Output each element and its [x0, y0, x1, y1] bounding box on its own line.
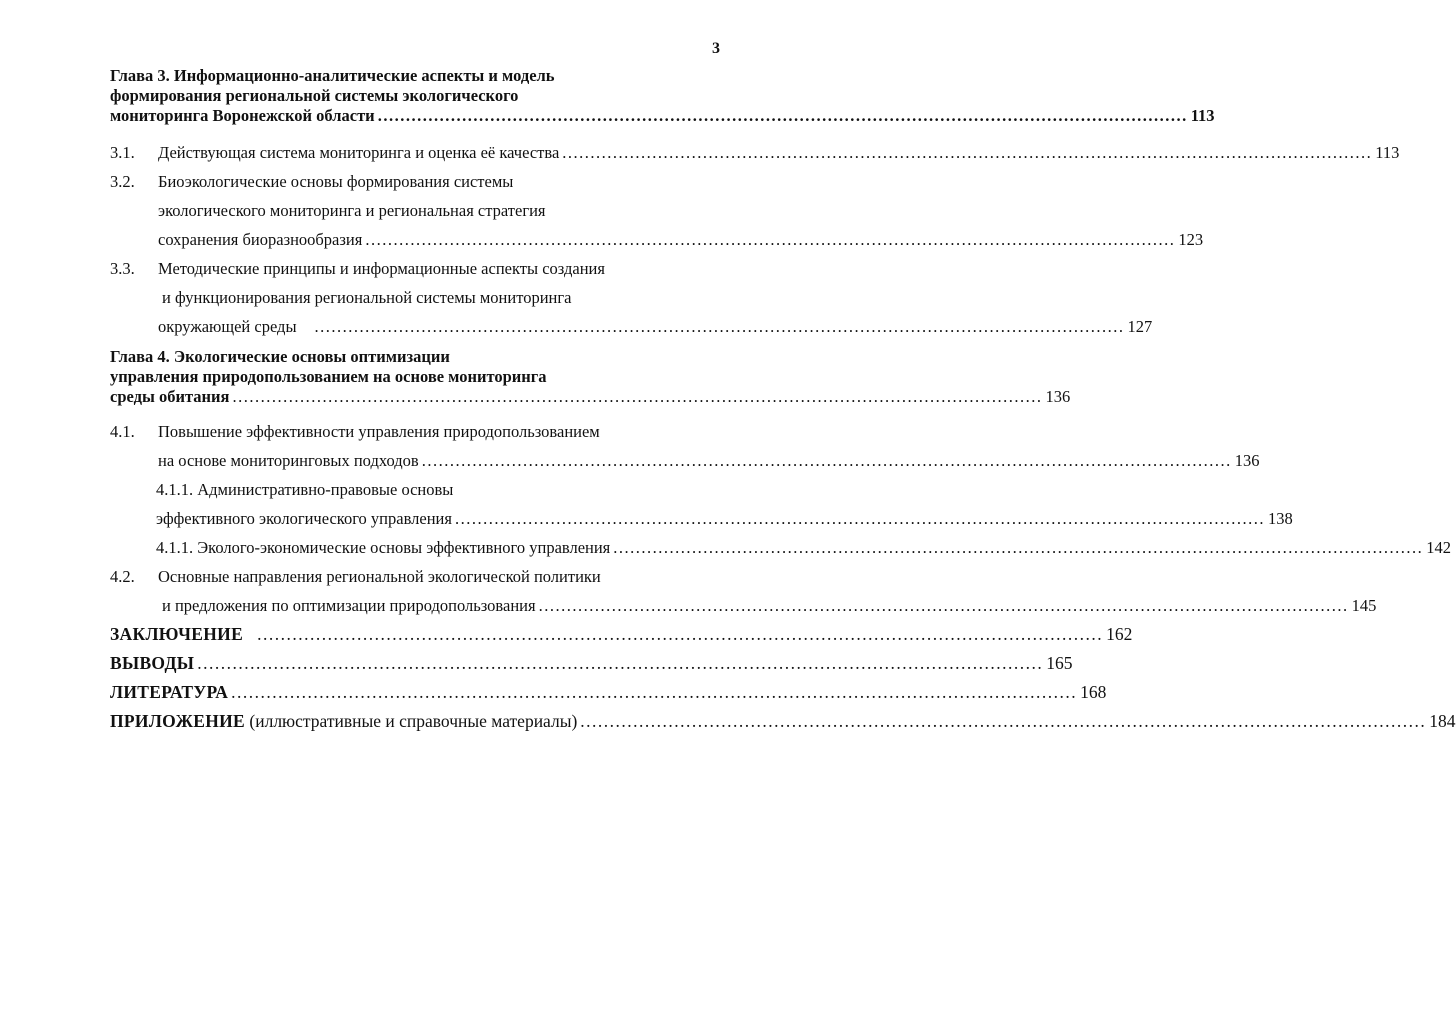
entry-title-line-1: Биоэкологические основы формирования системы: [158, 172, 514, 191]
entry-title: 4.1.1. Эколого-экономические основы эффективного управления: [156, 538, 611, 557]
entry-title: ЛИТЕРАТУРА: [110, 682, 229, 702]
toc-chapter-4[interactable]: [110, 347, 1071, 407]
toc-entry-appendix[interactable]: [110, 707, 1456, 736]
dot-leader: ................................................................................................................................................: [613, 538, 1424, 557]
dot-leader: ................................................................................................................................................: [562, 143, 1373, 162]
dot-leader: ................................................................................................................................................: [257, 624, 1104, 644]
entry-title-line-2: эффективного экологического управления: [156, 509, 452, 528]
toc-entry-3-2[interactable]: [110, 167, 1204, 254]
entry-page: 168: [1080, 682, 1107, 702]
entry-title-line-3: окружающей среды: [158, 317, 297, 336]
dot-leader: ................................................................................................................................................: [232, 387, 1043, 406]
entry-title-line-2: на основе мониторинговых подходов: [158, 451, 419, 470]
dot-leader: ................................................................................................................................................: [231, 682, 1078, 702]
entry-subtitle: (иллюстративные и справочные материалы): [245, 711, 578, 731]
toc-entry-4-1-1-b[interactable]: [110, 533, 1452, 562]
dot-leader: ................................................................................................................................................: [377, 106, 1188, 125]
chapter-3-line-2: формирования региональной системы экологического: [110, 86, 519, 105]
entry-title-line-2: и функционирования региональной системы мониторинга: [162, 288, 572, 307]
dot-leader: ................................................................................................................................................: [538, 596, 1349, 615]
toc-chapter-3[interactable]: [110, 66, 1215, 126]
entry-title-line-3: сохранения биоразнообразия: [158, 230, 363, 249]
entry-title-line-1: Методические принципы и информационные аспекты создания: [158, 259, 605, 278]
chapter-3-line-1: Глава 3. Информационно-аналитические аспекты и модель: [110, 66, 555, 85]
entry-page: 113: [1375, 143, 1400, 162]
entry-title: ВЫВОДЫ: [110, 653, 195, 673]
toc-entry-conclusion[interactable]: [110, 620, 1133, 649]
toc-entry-3-1[interactable]: [110, 138, 1400, 167]
dot-leader: ................................................................................................................................................: [580, 711, 1427, 731]
chapter-4-page: 136: [1045, 387, 1071, 406]
dot-leader: ................................................................................................................................................: [454, 509, 1265, 528]
entry-title: ЗАКЛЮЧЕНИЕ: [110, 624, 244, 644]
chapter-4-line-2: управления природопользованием на основе мониторинга: [110, 367, 547, 386]
entry-number: 3.3.: [110, 259, 135, 278]
chapter-3-page: 113: [1190, 106, 1215, 125]
entry-title-line-2: экологического мониторинга и региональная стратегия: [158, 201, 546, 220]
entry-title-line-1: Повышение эффективности управления природопользованием: [158, 422, 600, 441]
toc-entry-4-2[interactable]: [110, 562, 1377, 620]
table-of-contents: [110, 66, 1456, 736]
page-number: 3: [712, 40, 720, 57]
dot-leader: ................................................................................................................................................: [365, 230, 1176, 249]
entry-page: 184: [1429, 711, 1456, 731]
chapter-4-leader: [110, 387, 1071, 407]
entry-number: 4.1.: [110, 422, 135, 441]
entry-page: 162: [1106, 624, 1133, 644]
entry-page: 136: [1234, 451, 1260, 470]
entry-number: 3.1.: [110, 143, 135, 162]
entry-page: 145: [1351, 596, 1377, 615]
chapter-3-line-3: мониторинга Воронежской области: [110, 106, 375, 125]
toc-entry-4-1[interactable]: [110, 417, 1260, 475]
entry-page: 142: [1426, 538, 1452, 557]
chapter-4-line-3: среды обитания: [110, 387, 230, 406]
entry-page: 123: [1178, 230, 1204, 249]
entry-title: ПРИЛОЖЕНИЕ: [110, 711, 246, 731]
entry-title-line-1: Основные направления региональной экологической политики: [158, 567, 601, 586]
entry-page: 127: [1127, 317, 1153, 336]
entry-number: 3.2.: [110, 172, 135, 191]
dot-leader: ................................................................................................................................................: [421, 451, 1232, 470]
dot-leader: ................................................................................................................................................: [314, 317, 1125, 336]
toc-entry-literature[interactable]: [110, 678, 1107, 707]
entry-title-line-2: и предложения по оптимизации природопользования: [162, 596, 536, 615]
entry-title-line-1: 4.1.1. Административно-правовые основы: [156, 480, 454, 499]
entry-number: 4.2.: [110, 567, 135, 586]
entry-page: 165: [1046, 653, 1073, 673]
chapter-3-leader: [110, 106, 1215, 126]
toc-entry-findings[interactable]: [110, 649, 1073, 678]
chapter-4-line-1: Глава 4. Экологические основы оптимизации: [110, 347, 450, 366]
entry-page: 138: [1267, 509, 1293, 528]
toc-entry-3-3[interactable]: [110, 254, 1153, 341]
dot-leader: ................................................................................................................................................: [197, 653, 1044, 673]
toc-entry-4-1-1-a[interactable]: [110, 475, 1293, 533]
entry-title: Действующая система мониторинга и оценка её качества: [158, 143, 560, 162]
